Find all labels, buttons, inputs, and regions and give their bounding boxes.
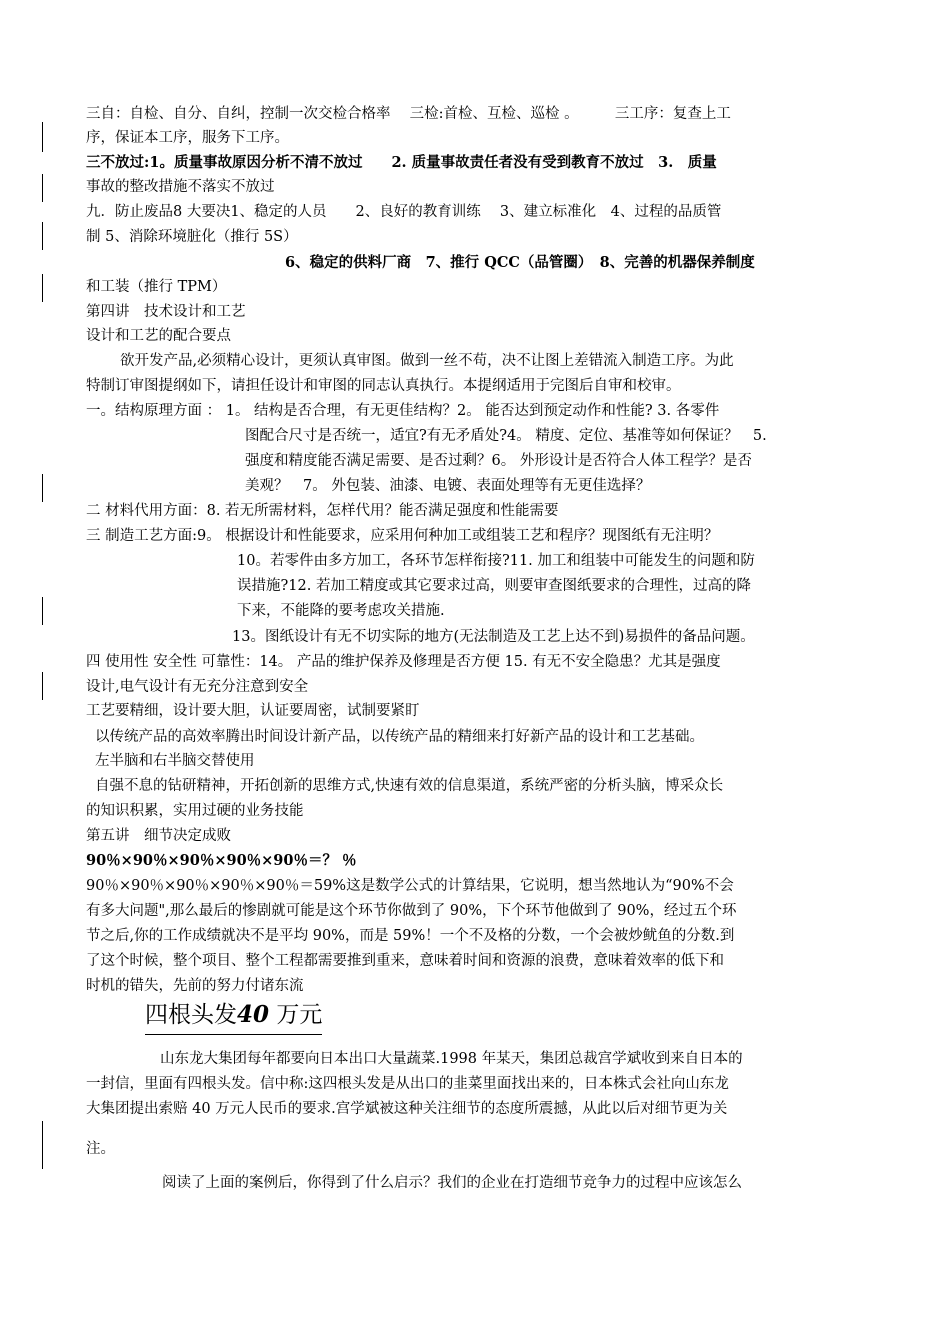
text-line: 了这个时候，整个项目、整个工程都需要推到重来，意味着时间和资源的浪费，意味着效率的低下和: [86, 953, 724, 969]
heading-number: 40: [237, 1001, 270, 1028]
story-line: 注。: [86, 1141, 115, 1157]
text-line: 节之后,你的工作成绩就决不是平均 90%，而是 59%！一个不及格的分数，一个会被炒鱿鱼的分数.到: [86, 928, 735, 944]
story-line: 山东龙大集团每年都要向日本出口大量蔬菜.1998 年某天，集团总裁宫学斌收到来自日本的: [160, 1051, 743, 1067]
text-line: 一。结构原理方面 ： 1。 结构是否合理，有无更佳结构？2。 能否达到预定动作和性能? 3. 各零件: [86, 403, 720, 419]
margin-mark: [42, 672, 43, 700]
text-line: 工艺要精细，设计要大胆，认证要周密，试制要紧盯: [86, 703, 420, 719]
text-line: 四 使用性 安全性 可靠性：14。 产品的维护保养及修理是否方便 15. 有无不安全隐患？尤其是强度: [86, 654, 721, 670]
text-line: 欲开发产品,必须精心设计，更须认真审图。做到一丝不苟，决不让图上差错流入制造工序。为此: [120, 353, 734, 369]
heading-prefix: 四根头发: [145, 1002, 237, 1028]
margin-mark: [42, 174, 43, 202]
text-line: 制 5、消除环境脏化（推行 5S）: [86, 229, 298, 245]
margin-mark: [42, 222, 43, 250]
heading-suffix: 万元: [269, 1002, 323, 1028]
text-line: 设计,电气设计有无充分注意到安全: [86, 679, 309, 695]
text-line: 的知识积累，实用过硬的业务技能: [86, 803, 304, 819]
story-line: 阅读了上面的案例后，你得到了什么启示？我们的企业在打造细节竞争力的过程中应该怎么: [162, 1175, 742, 1191]
text-line: 和工装（推行 TPM）: [86, 279, 227, 295]
section-title: 第五讲 细节决定成败: [86, 828, 231, 844]
text-line: 10。若零件由多方加工，各环节怎样衔接?11. 加工和组装中可能发生的问题和防: [237, 553, 755, 569]
text-line: 自强不息的钻研精神，开拓创新的思维方式,快速有效的信息渠道，系统严密的分析头脑，博采众长: [95, 778, 724, 794]
text-line: 左半脑和右半脑交替使用: [95, 753, 255, 769]
story-heading: [145, 998, 322, 1035]
story-line: 大集团提出索赔 40 万元人民币的要求.宫学斌被这种关注细节的态度所震撼，从此以后对细节更为关: [86, 1101, 728, 1117]
text-line: 有多大问题",那么最后的惨剧就可能是这个环节你做到了 90%，下个环节他做到了 90%，经过五个环: [86, 903, 737, 919]
section-title: 第四讲 技术设计和工艺: [86, 304, 246, 320]
text-line: 美观？ 7。 外包装、油漆、电镀、表面处理等有无更佳选择？: [245, 478, 651, 494]
text-line: 事故的整改措施不落实不放过: [86, 179, 275, 195]
text-line: 图配合尺寸是否统一，适宜?有无矛盾处?4。 精度、定位、基准等如何保证？ 5.: [245, 428, 767, 444]
text-line: 下来，不能降的要考虑攻关措施.: [237, 603, 445, 619]
text-line: 三不放过:1。质量事故原因分析不清不放过 2. 质量事故责任者没有受到教育不放过 3. 质量: [86, 154, 717, 171]
text-line: 二 材料代用方面：8. 若无所需材料，怎样代用？能否满足强度和性能需要: [86, 503, 559, 519]
text-line: 6、稳定的供料厂商 7、推行 QCC（品管圈） 8、完善的机器保养制度: [285, 254, 755, 271]
margin-mark: [42, 274, 43, 302]
text-line: 三 制造工艺方面:9。 根据设计和性能要求，应采用何种加工或组装工艺和程序？现图纸有无注明？: [86, 528, 719, 544]
text-line: 时机的错失，先前的努力付诸东流: [86, 978, 304, 994]
text-line: 强度和精度能否满足需要、是否过剩？6。 外形设计是否符合人体工程学？是否: [245, 453, 752, 469]
subsection-title: 设计和工艺的配合要点: [86, 328, 231, 344]
text-line: 三自：自检、自分、自纠，控制一次交检合格率 三检:首检、互检、巡检 。 三工序：复查上工: [86, 106, 731, 122]
story-line: 一封信，里面有四根头发。信中称:这四根头发是从出口的韭菜里面找出来的，日本株式会社向山东龙: [86, 1076, 729, 1092]
text-line: 误措施?12. 若加工精度或其它要求过高，则要审查图纸要求的合理性，过高的降: [237, 578, 751, 594]
margin-mark: [42, 597, 43, 625]
text-line: 序，保证本工序，服务下工序。: [86, 130, 289, 146]
text-line: 13。图纸设计有无不切实际的地方(无法制造及工艺上达不到)易损件的备品问题。: [232, 629, 755, 645]
text-line: 九．防止废品8 大要决1、稳定的人员 2、良好的教育训练 3、建立标准化 4、过程的品质管: [86, 204, 722, 220]
margin-mark: [42, 122, 43, 152]
text-line: 以传统产品的高效率腾出时间设计新产品，以传统产品的精细来打好新产品的设计和工艺基础。: [95, 729, 704, 745]
text-line: 90％×90％×90％×90％×90％＝59%这是数学公式的计算结果，它说明，想当然地认为“90%不会: [86, 878, 734, 894]
formula-line: 90％×90％×90％×90％×90％＝？ ％: [86, 852, 357, 869]
margin-mark: [42, 474, 43, 502]
text-line: 特制订审图提纲如下，请担任设计和审图的同志认真执行。本提纲适用于完图后自审和校审。: [86, 378, 681, 394]
margin-mark: [42, 1121, 43, 1169]
